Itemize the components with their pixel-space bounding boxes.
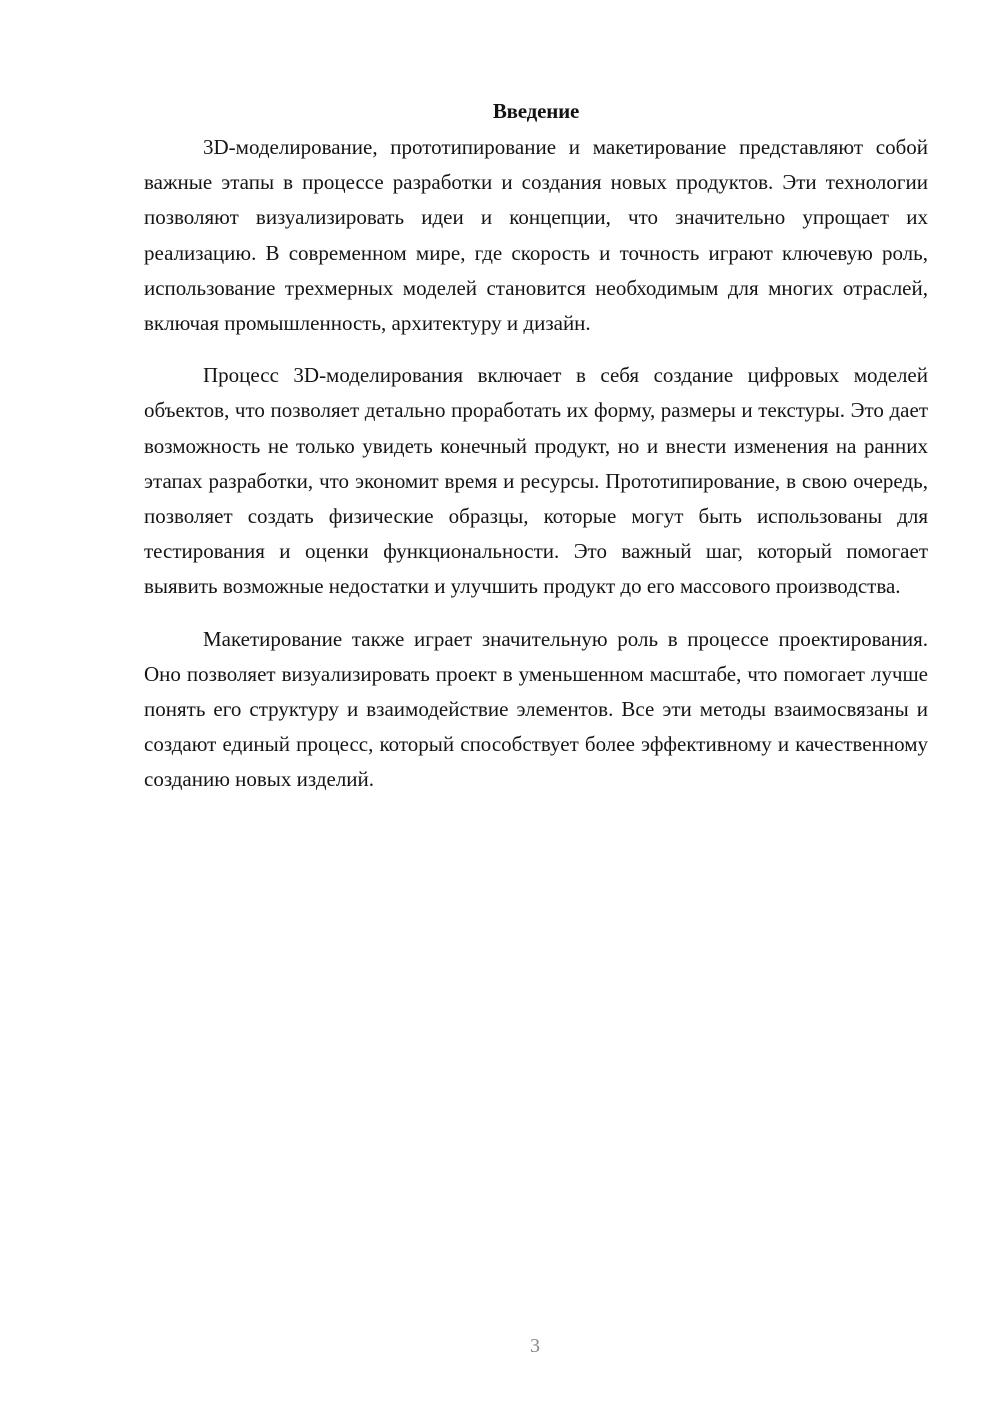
page-content	[144, 94, 928, 815]
paragraph-modeling: Процесс 3D-моделирования включает в себя создание цифровых моделей объектов, что позволяет детально проработать их форму, размеры и текстуры. Это дает возможность не только увидеть конечный продукт, но и внести изменения на ранних этапах разработки, что экономит время и ресурсы. Прототипирование, в свою очередь, позволяет создать физические образцы, которые могут быть использованы для тестирования и оценки функциональности. Это важный шаг, который помогает выявить возможные недостатки и улучшить продукт до его массового производства.	[144, 363, 928, 599]
section-title: Введение	[492, 99, 580, 123]
page-number: 3	[530, 1335, 540, 1357]
paragraph-mockup: Макетирование также играет значительную роль в процессе проектирования. Оно позволяет визуализировать проект в уменьшенном масштабе, что помогает лучше понять его структуру и взаимодействие элементов. Все эти методы взаимосвязаны и создают единый процесс, который способствует более эффективному и качественному созданию новых изделий.	[144, 626, 928, 792]
paragraph-intro: 3D-моделирование, прототипирование и макетирование представляют собой важные этапы в процессе разработки и создания новых продуктов. Эти технологии позволяют визуализировать идеи и концепции, что значительно упрощает их реализацию. В современном мире, где скорость и точность играют ключевую роль, использование трехмерных моделей становится необходимым для многих отраслей, включая промышленность, архитектуру и дизайн.	[144, 135, 928, 336]
